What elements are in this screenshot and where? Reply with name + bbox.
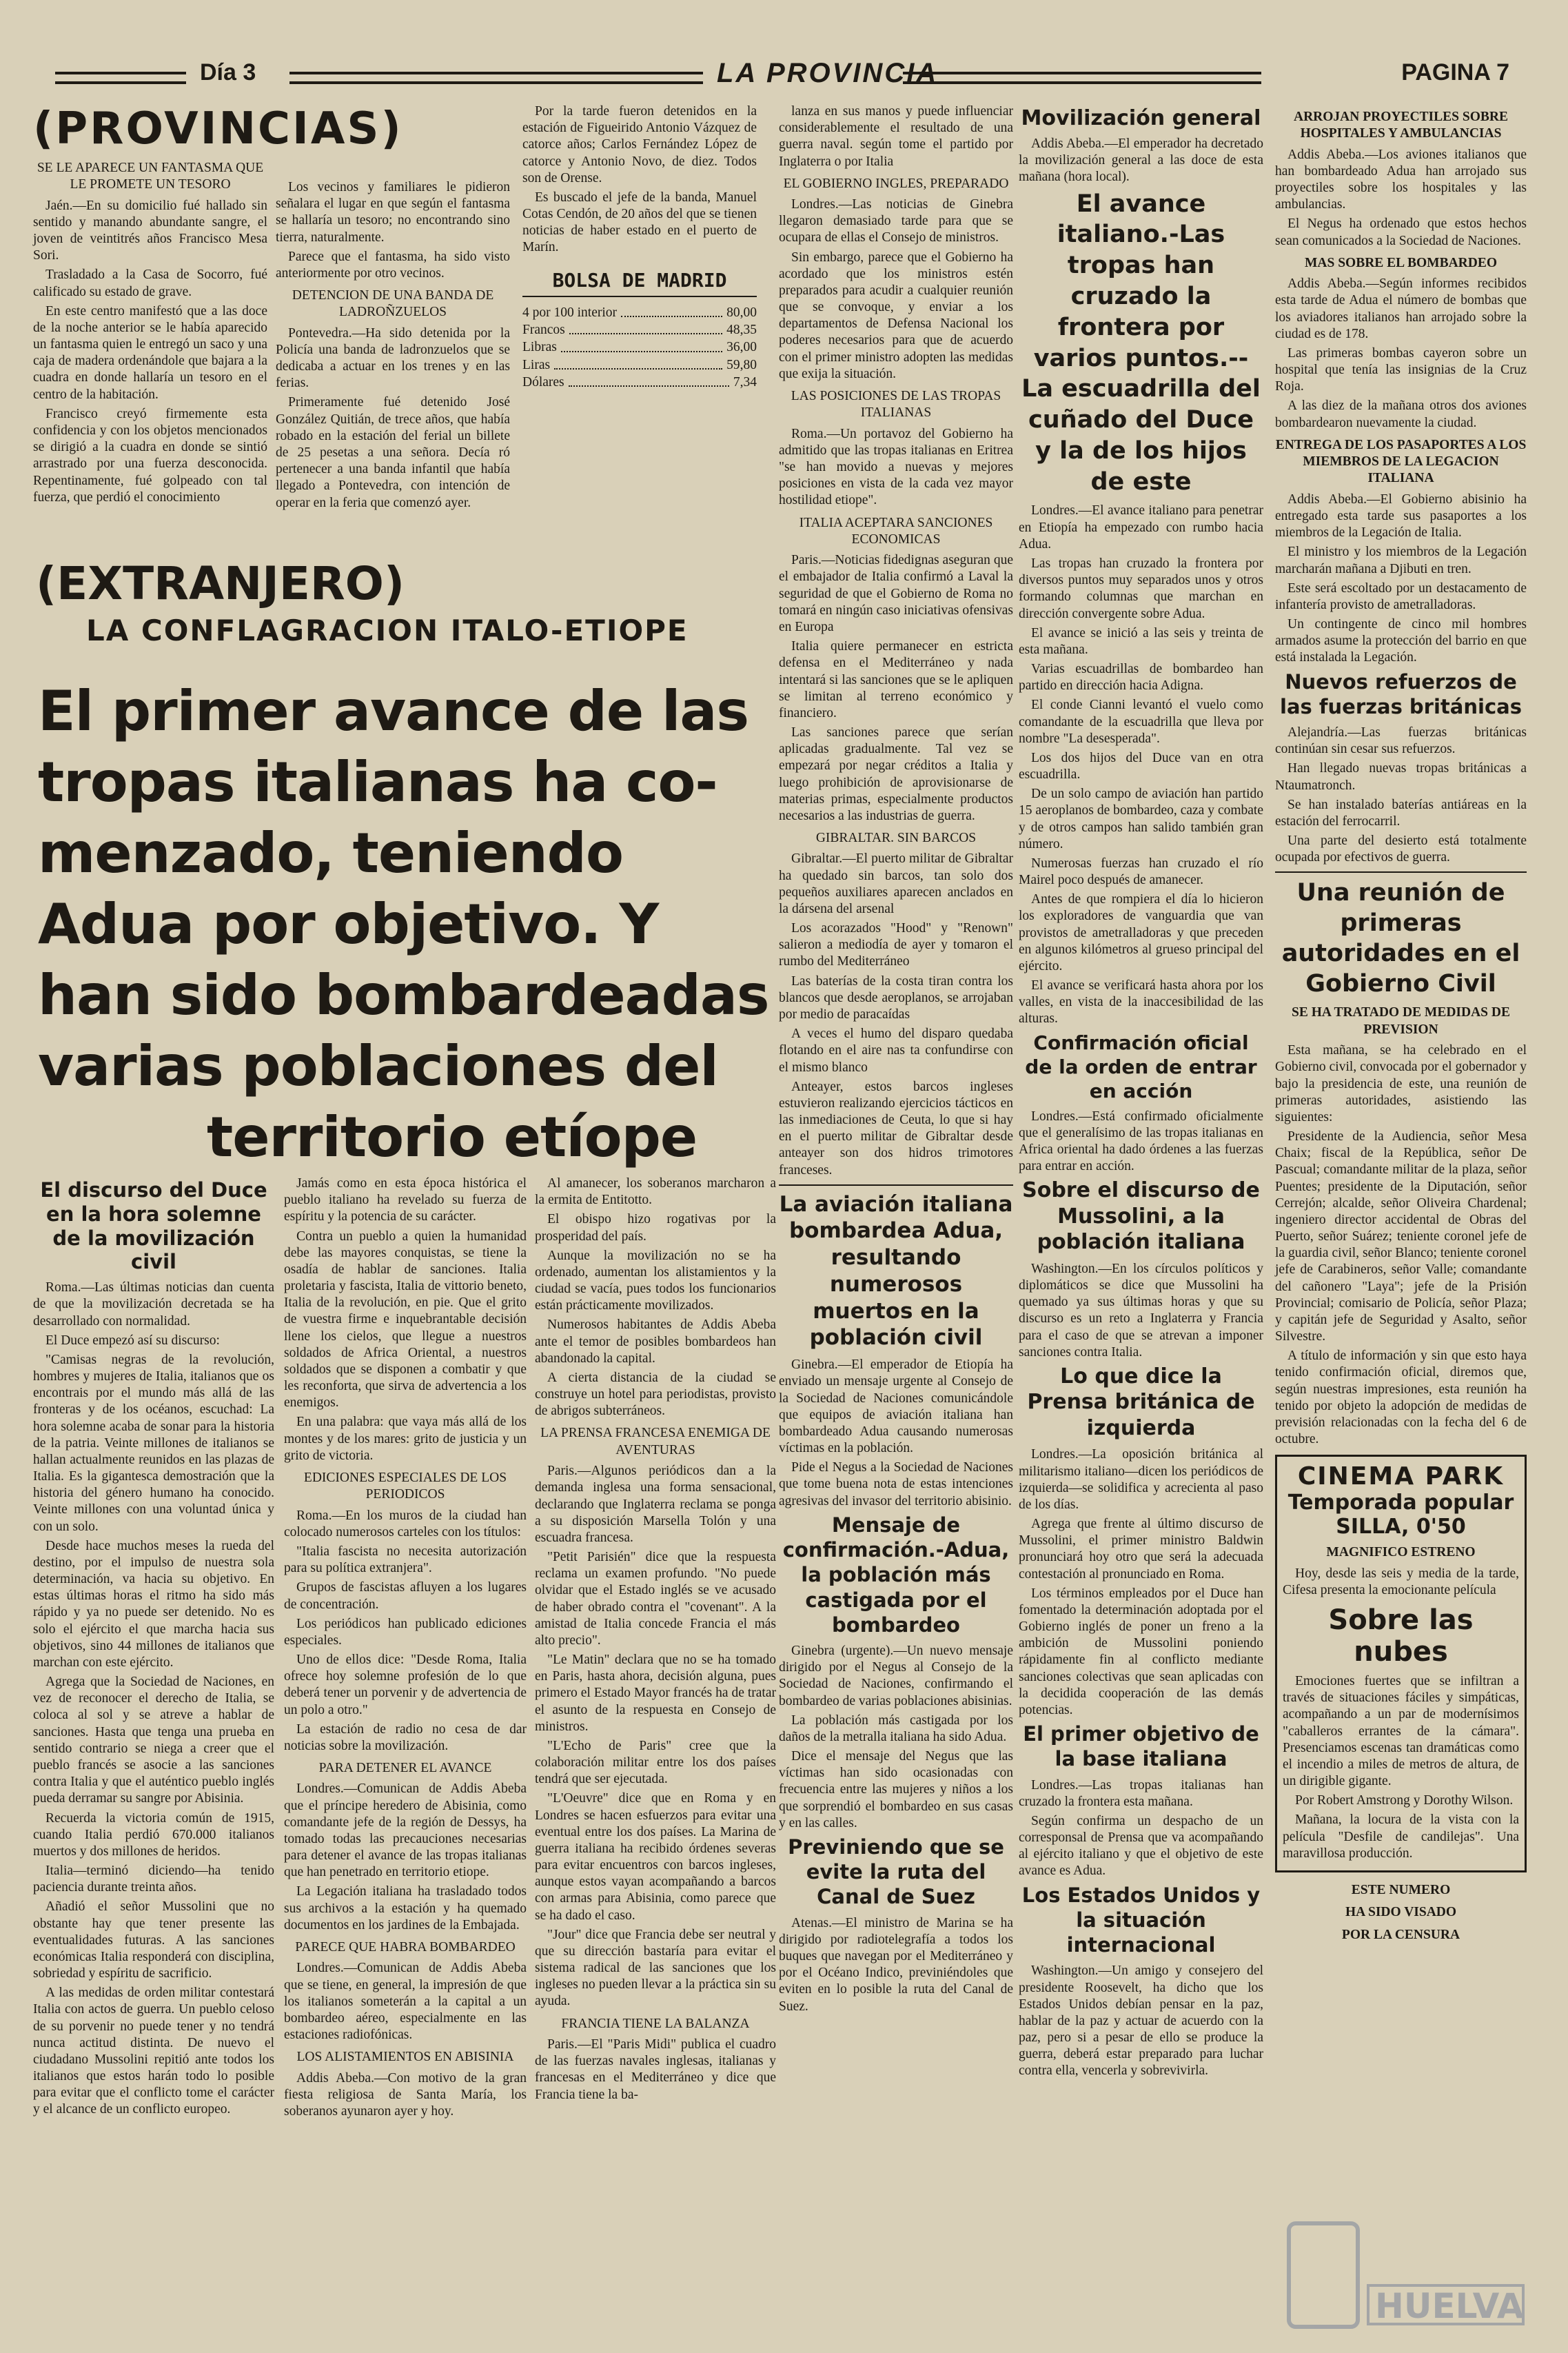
story-headline: PARA DETENER EL AVANCE xyxy=(318,1761,492,1776)
cinema-name: CINEMA PARK xyxy=(1297,1462,1505,1491)
story-headline: Movilización general xyxy=(1021,106,1261,130)
paragraph: "L'Echo de Paris" cree que la colaboración militar entre los dos países tendrá que ser ejecutada. xyxy=(535,1738,776,1787)
paragraph: Numerosas fuerzas han cruzado el río Mairel poco después de amanecer. xyxy=(1019,856,1263,888)
story-headline: Una reunión de primeras autoridades en el Gobierno Civil xyxy=(1281,879,1520,998)
paragraph: Londres.—Comunican de Addis Abeba que se tiene, en general, la impresión de que los italianos someterán a la capital a un bombardeo aéreo, especialmente en las estaciones radiofónicas. xyxy=(284,1961,527,2043)
paragraph: Esta mañana, se ha celebrado en el Gobierno civil, convocada por el gobernador y bajo la presidencia de este, una reunión de primeras autoridades, asistiendo las siguientes: xyxy=(1275,1043,1527,1124)
story-headline: LA PRENSA FRANCESA ENEMIGA DE AVENTURAS xyxy=(540,1426,771,1457)
paragraph: El avance se inició a las seis y treinta de esta mañana. xyxy=(1019,625,1263,657)
provincias-column-3 xyxy=(522,103,757,545)
paragraph: Addis Abeba.—Los aviones italianos que han bombardeado Adua han arrojado sus proyectiles sobre los hospitales y las ambulancias. xyxy=(1275,147,1527,212)
story-subheadline: SE HA TRATADO DE MEDIDAS DE PREVISION xyxy=(1292,1005,1510,1037)
paragraph: Los acorazados "Hood" y "Renown" salieron a mediodía de ayer y tomaron el rumbo del Mediterráneo xyxy=(779,921,1013,969)
paragraph: A las medidas de orden militar contestará Italia con actos de guerra. Un pueblo celoso de su porvenir no puede tener y no tendrá nunca actitud distinta. De nuevo el ciudadano Mussolini repitió ante todos los italianos que estos harán todo lo posible para evitar que el conflicto tome el carácter y el alcance de un conflicto europeo. xyxy=(33,1986,274,2117)
conflagracion-subheading: LA CONFLAGRACION ITALO-ETIOPE xyxy=(86,614,689,647)
masthead-day: Día 3 xyxy=(200,59,256,85)
story-headline: Sobre el discurso de Mussolini, a la población italiana xyxy=(1022,1178,1260,1255)
paragraph: Se han instalado baterías antiáreas en la estación del ferrocarril. xyxy=(1275,797,1527,829)
paragraph: Uno de ellos dice: "Desde Roma, Italia ofrece hoy solemne profesión de lo que deberá tener un porvenir y de advertencia de un polo a otro." xyxy=(284,1653,527,1717)
paragraph: Anteayer, estos barcos ingleses estuvieron realizando ejercicios tácticos en las inmediaciones de Ceuta, lo que si hay en el puerto militar de Gibraltar desde anteayer son dos hidros trimotores franceses. xyxy=(779,1079,1013,1178)
paragraph: Paris.—El "Paris Midi" publica el cuadro de las fuerzas navales inglesas, italianas y francesas en el Mediterráneo y dice que Francia tiene la ba- xyxy=(535,2037,776,2102)
cinema-advert xyxy=(1275,1455,1527,1872)
masthead-title: LA PROVINCIA xyxy=(717,58,939,88)
bolsa-title: BOLSA DE MADRID xyxy=(522,269,757,297)
paragraph: Pide el Negus a la Sociedad de Naciones que tome buena nota de estas intenciones agresivas del invasor del territorio abisinio. xyxy=(779,1460,1013,1508)
paragraph: Londres.—Las noticias de Ginebra llegaron demasiado tarde para que se ocupara de ellas el Consejo de ministros. xyxy=(779,197,1013,245)
paragraph: Addis Abeba.—Según informes recibidos esta tarde de Adua el número de bombas que los aviadores italianos han arrojado sobre la ciudad es de 178. xyxy=(1275,276,1527,341)
paragraph: Jamás como en esta época histórica el pueblo italiano ha revelado su fuerza de espíritu y la potencia de su carácter. xyxy=(284,1176,527,1224)
paragraph: Contra un pueblo a quien la humanidad debe las mayores conquistas, se tiene la osadía de hablar de sanciones. Italia proletaria y fascista, Italia de vittorio beneto, Italia de la revolución, en pie. Que el grito de vuestra firme e inquebrantable decisión llene los cielos, que llegue a nuestros soldados de Africa Oriental, a nuestros soldados que se disponen a combatir y que les reconforta, que sirva de advertencia a los enemigos. xyxy=(284,1229,527,1411)
paragraph: La población más castigada por los daños de la metralla italiana ha sido Adua. xyxy=(779,1713,1013,1744)
paragraph: Italia quiere permanecer en estricta defensa en el Mediterráneo y nada intentará si las sanciones que se le apliquen se limitan al terreno económico y financiero. xyxy=(779,639,1013,720)
main-headline-line: han sido bombardeadas xyxy=(38,963,769,1027)
paragraph: A las diez de la mañana otros dos aviones bombardearon nuevamente la ciudad. xyxy=(1275,398,1527,430)
masthead-rule xyxy=(903,72,1261,84)
paragraph: Trasladado a la Casa de Socorro, fué calificado su estado de grave. xyxy=(33,267,267,299)
paragraph: "Camisas negras de la revolución, hombres y mujeres de Italia, italianos que os encontrais por el mundo más allá de las fronteras y de los océanos, escuchad: La hora solemne acaba de sonar para la historia de la patria. Veinte millones de italianos se hallan actualmente reunidos en las plazas de Italia. Es la gigantesca demostración que la historia del género humano ha conocido. Veinte millones con una voluntad única y con un solo. xyxy=(33,1352,274,1534)
column-6 xyxy=(1275,103,1527,2213)
masthead xyxy=(28,59,1537,91)
paragraph: Primeramente fué detenido José González Quitián, de trece años, que había robado en la estación del ferial un billete de 25 pesetas a una señora. Decía ró pertenecer a una banda infantil que había llegado a Pontevedra, con intención de operar en la feria que comenzó ayer. xyxy=(276,395,510,510)
section-rule xyxy=(1275,871,1527,873)
paragraph: Paris.—Algunos periódicos dan a la demanda inglesa una forma sensacional, declarando que Inglaterra reclama se ponga a su disposición Marsella Tolón y una escuadra francesa. xyxy=(535,1464,776,1545)
paragraph: Las sanciones parece que serían aplicadas gradualmente. Tal vez se empezará por negar créditos a Italia y luego prohibición de aprovisionarse de materias primas, especialmente productos necesarios a las industrias de guerra. xyxy=(779,725,1013,823)
paragraph: Ginebra (urgente).—Un nuevo mensaje dirigido por el Negus al Consejo de la Sociedad de Naciones, confirmando el bombardeo de varias poblaciones abisinias. xyxy=(779,1644,1013,1708)
paragraph: Francisco creyó firmemente esta confidencia y con los objetos mencionados se dirigió a la cuadra en donde se sintió arrastrado por una fuerza desconocida. Repentinamente, fué golpeado con tal fuerza, que perdió el conocimiento xyxy=(33,406,267,505)
main-headline-line: El primer avance de las xyxy=(38,679,749,743)
paragraph: Londres.—Comunican de Addis Abeba que el príncipe heredero de Abisinia, como comandante jefe de la región de Dessys, ha tomado todas las precauciones necesarias para detener el avance de las tropas italianas que han penetrado en territorio etiope. xyxy=(284,1781,527,1880)
story-headline: ITALIA ACEPTARA SANCIONES ECONOMICAS xyxy=(799,515,993,547)
story-headline: SE LE APARECE UN FANTASMA QUE LE PROMETE UN TESORO xyxy=(37,161,264,192)
paragraph: Parece que el fantasma, ha sido visto anteriormente por otro vecinos. xyxy=(276,249,510,281)
bolsa-label: 4 por 100 interior xyxy=(522,305,618,320)
paragraph: En una palabra: que vaya más allá de los montes y de los mares: grito de justicia y un grito de victoria. xyxy=(284,1415,527,1463)
archive-stamp-logo xyxy=(1282,2216,1530,2341)
section-rule xyxy=(779,1184,1013,1186)
paragraph: El Negus ha ordenado que estos hechos sean comunicados a la Sociedad de Naciones. xyxy=(1275,216,1527,248)
story-headline: GIBRALTAR. SIN BARCOS xyxy=(815,831,977,846)
paragraph: Gibraltar.—El puerto militar de Gibraltar ha quedado sin barcos, tan solo dos pequeños auxiliares aparecen anclados en la dársena del arsenal xyxy=(779,851,1013,916)
bolsa-row xyxy=(522,374,757,391)
paragraph: "Jour" dice que Francia debe ser neutral y que su dirección bastaría para evitar el sistema radical de las sanciones que los ingleses no pueden llevar a la práctica sin su ayuda. xyxy=(535,1927,776,2009)
story-headline: Nuevos refuerzos de las fuerzas británicas xyxy=(1280,669,1522,718)
column-5 xyxy=(1019,103,1263,2316)
paragraph: Washington.—Un amigo y consejero del presidente Roosevelt, ha dicho que los Estados Unidos debían pensar en la paz, hablar de la paz y actuar de acuerdo con la paz, pero si a pesar de ello se produce la guerra, deberá estar preparado para luchar contra ella, vencerla y sobrevivirla. xyxy=(1019,1963,1263,2079)
story-headline: EDICIONES ESPECIALES DE LOS PERIODICOS xyxy=(303,1470,507,1502)
paragraph: Emociones fuertes que se infiltran a través de situaciones fáciles y simpáticas, acompañando a un par de modernísimos "caballeros errantes de la cámara". Presenciamos escenas tan dramáticas como el incendio a miles de metros de altura, de un dirigible gigante. xyxy=(1283,1674,1519,1789)
paragraph: Londres.—Las tropas italianas han cruzado la frontera esta mañana. xyxy=(1019,1777,1263,1809)
paragraph: Varias escuadrillas de bombardeo han partido en dirección hacia Adigna. xyxy=(1019,662,1263,694)
paragraph: Roma.—Un portavoz del Gobierno ha admitido que las tropas italianas en Eritrea "se han movido a nuevas y mejores posiciones en vista de la cada vez mayor hostilidad etiope". xyxy=(779,426,1013,508)
story-headline: EL GOBIERNO INGLES, PREPARADO xyxy=(783,176,1009,191)
story-headline: ENTREGA DE LOS PASAPORTES A LOS MIEMBROS DE LA LEGACION ITALIANA xyxy=(1275,437,1527,486)
story-headline: Confirmación oficial de la orden de entrar en acción xyxy=(1025,1031,1257,1102)
cinema-season: Temporada popular xyxy=(1287,1491,1514,1515)
paragraph: En este centro manifestó que a las doce de la noche anterior se le había aparecido un fantasma quien le entregó un saco y una caja de madera ordenándole que bajara a la cuadra en donde hallaría un tesoro en el centro de la habitación. xyxy=(33,303,267,402)
paragraph: Presidente de la Audiencia, señor Mesa Chaix; fiscal de la República, señor De Pascual; comandante militar de la plaza, señor Puentes; presidente de la Diputación, señor Cerrejón; alcalde, señor Oliveira Chardenal; ingeniero director accidental de Obras del Puerto, señor Suárez; teniente coronel jefe de la guardia civil, señor Blanco; teniente coronel jefe de Carabineros, señor Valle; comandante del cañonero "Laya"; jefe de la Prisión Provincial; comisario de Policía, señor Plaza; y capitán jefe de Seguridad y Asalto, señor Silvestre. xyxy=(1275,1129,1527,1344)
paragraph: Addis Abeba.—Con motivo de la gran fiesta religiosa de Santa María, los soberanos ayunaron ayer y hoy. xyxy=(284,2070,527,2119)
bolsa-value: 7,34 xyxy=(733,374,757,390)
paragraph: Al amanecer, los soberanos marcharon a la ermita de Entitotto. xyxy=(535,1176,776,1208)
paragraph: "Petit Parisién" dice que la respuesta reclama un examen profundo. "No puede olvidar que el Estado inglés se ve acusado de haber obrado contra el "covenant". A la amistad de Italia concede Francia el más alto precio". xyxy=(535,1550,776,1648)
paragraph: El ministro y los miembros de la Legación marcharán mañana a Djibuti en tren. xyxy=(1275,545,1527,576)
paragraph: Ginebra.—El emperador de Etiopía ha enviado un mensaje urgente al Consejo de la Sociedad de Naciones comunicándole que equipos de aviación italiana han bombardeado Adua causando numerosas víctimas en la población. xyxy=(779,1357,1013,1456)
provincias-column-2 xyxy=(276,179,510,545)
bolsa-value: 48,35 xyxy=(726,322,757,337)
story-headline: PARECE QUE HABRA BOMBARDEO xyxy=(295,1940,516,1955)
duce-column xyxy=(33,1175,274,2316)
paragraph: Londres.—El avance italiano para penetrar en Etiopía ha empezado con rumbo hacia Adua. xyxy=(1019,503,1263,552)
paragraph: Antes de que rompiera el día lo hicieron los exploradores de vanguardia que van provistos de ametralladoras y que preceden en algunos kilómetros al grueso principal del ejército. xyxy=(1019,892,1263,973)
censorship-note: POR LA CENSURA xyxy=(1341,1927,1460,1942)
paragraph: La Legación italiana ha trasladado todos sus archivos a la estación y ha quemado documentos en los jardines de la Embajada. xyxy=(284,1884,527,1932)
paragraph: Una parte del desierto está totalmente ocupada por efectivos de guerra. xyxy=(1275,834,1527,865)
paragraph: Italia—terminó diciendo—ha tenido paciencia durante treinta años. xyxy=(33,1864,274,1895)
bolsa-label: Francos xyxy=(522,322,565,337)
paragraph: Este será escoltado por un destacamento de infantería provisto de ametralladoras. xyxy=(1275,580,1527,612)
paragraph: Washington.—En los círculos políticos y diplomáticos se dice que Mussolini ha quemado ya sus últimas horas y que su discurso es un reto a Inglaterra y Francia para el caso de que se atrevan a imponer sanciones contra Italia. xyxy=(1019,1261,1263,1360)
story-headline: El primer objetivo de la base italiana xyxy=(1023,1722,1259,1771)
paragraph: El conde Cianni levantó el vuelo como comandante de la escuadrilla que lleva por nombre "La desesperada". xyxy=(1019,698,1263,746)
story-headline: FRANCIA TIENE LA BALANZA xyxy=(561,2016,750,2031)
bolsa-label: Liras xyxy=(522,357,551,372)
main-headline-line: menzado, teniendo xyxy=(38,821,623,885)
paragraph: Mañana, la locura de la vista con la película "Desfile de candilejas". Una maravillosa producción. xyxy=(1283,1812,1519,1861)
paragraph: Recuerda la victoria común de 1915, cuando Italia perdió 670.000 italianos muertos y dos millones de heridos. xyxy=(33,1810,274,1859)
bolsa-row xyxy=(522,339,757,356)
bolsa-row xyxy=(522,304,757,321)
paragraph: Desde hace muchos meses la rueda del destino, por el impulso de nuestra sola determinación, va hacia su objetivo. En estas últimas horas el ritmo ha sido más rápido y ya no puede ser detenido. No es solo el ejército el que marcha hacia sus objetivos, sino 44 millones de italianos que marchan con este ejército. xyxy=(33,1538,274,1670)
paragraph: Un contingente de cinco mil hombres armados asume la protección del barrio en que está instalada la Legación. xyxy=(1275,617,1527,665)
paragraph: A cierta distancia de la ciudad se construye un hotel para periodistas, provisto de abrigos subterráneos. xyxy=(535,1370,776,1419)
story-headline: El avance italiano.-Las tropas han cruzado la frontera por varios puntos.--La escuadrilla del cuñado del Duce y la de los hijos de este xyxy=(1021,190,1261,496)
paragraph: Las primeras bombas cayeron sobre un hospital que tenía las insignias de la Cruz Roja. xyxy=(1275,345,1527,394)
main-headline-line: territorio etíope xyxy=(207,1105,698,1169)
paragraph: Han llegado nuevas tropas británicas a Ntaumatronch. xyxy=(1275,761,1527,793)
paragraph: Es buscado el jefe de la banda, Manuel Cotas Cendón, de 20 años del que se tienen noticias de haber estado en el puerto de Marín. xyxy=(522,190,757,255)
bolsa-row xyxy=(522,321,757,339)
story-headline: El discurso del Duce en la hora solemne de la movilización civil xyxy=(40,1178,267,1274)
paragraph: Los vecinos y familiares le pidieron señalara el lugar en que según el fantasma se hallaría un tesoro; no encontrando sino tierra, naturalmente. xyxy=(276,180,510,245)
story-headline: ARROJAN PROYECTILES SOBRE HOSPITALES Y AMBULANCIAS xyxy=(1294,110,1508,141)
cinema-premiere: MAGNIFICO ESTRENO xyxy=(1326,1545,1476,1560)
paragraph: Las tropas han cruzado la frontera por diversos puntos muy separados unos y otros formando columnas que marchan en dirección convergente sobre Adua. xyxy=(1019,556,1263,621)
bolsa-label: Libras xyxy=(522,340,557,355)
paragraph: El obispo hizo rogativas por la prosperidad del país. xyxy=(535,1212,776,1244)
paragraph: Aunque la movilización no se ha ordenado, aumentan los alistamientos y la ciudad se vacía, pues todos los funcionarios están prácticamente movilizados. xyxy=(535,1248,776,1313)
paragraph: Paris.—Noticias fidedignas aseguran que el embajador de Italia confirmó a Laval la seguridad de que el Gobierno de Roma no tomará en ningún caso iniciativas ofensivas en Europa xyxy=(779,553,1013,634)
paragraph: Addis Abeba.—El Gobierno abisinio ha entregado esta tarde sus pasaportes a los miembros de la Legación de Italia. xyxy=(1275,492,1527,541)
masthead-rule xyxy=(55,72,186,84)
paragraph: lanza en sus manos y puede influenciar considerablemente el resultado de una guerra naval. según tome el partido por Inglaterra o por Italia xyxy=(779,104,1013,169)
bolsa-row xyxy=(522,356,757,374)
paragraph: Jaén.—En su domicilio fué hallado sin sentido y manando abundante sangre, el joven de veintitrés años Francisco Mesa Sori. xyxy=(33,198,267,263)
story-headline: Los Estados Unidos y la situación internacional xyxy=(1021,1883,1261,1957)
censorship-note: ESTE NUMERO xyxy=(1351,1882,1451,1897)
bolsa-value: 80,00 xyxy=(726,305,757,320)
paragraph: La estación de radio no cesa de dar noticias sobre la movilización. xyxy=(284,1721,527,1753)
paragraph: Por la tarde fueron detenidos en la estación de Figueirido Antonio Vázquez de catorce años; Carlos Fernández López de catorce y Antonio Novo, de diez. Todos son de Orense. xyxy=(522,104,757,185)
column-2-bottom xyxy=(284,1175,527,2316)
masthead-rule xyxy=(289,72,703,84)
paragraph: Agrega que frente al último discurso de Mussolini, el primer ministro Baldwin pronunciará hoy otro que será la adecuada contestación al pronunciado en Roma. xyxy=(1019,1517,1263,1582)
paragraph: Sin embargo, parece que el Gobierno ha acordado que los ministros estén preparados para acudir a cualquier reunión que se convoque, y enviar a los departamentos de Defensa Nacional los poderes necesarios para que de acuerdo con el primer ministro adopten las medidas que exija la situación. xyxy=(779,250,1013,381)
main-headline-line: Adua por objetivo. Y xyxy=(38,892,659,956)
paragraph: "Le Matin" declara que no se ha tomado en Paris, hasta ahora, decisión alguna, pues primero el Estado Mayor francés ha de tratar el asunto de la respuesta en Consejo de ministros. xyxy=(535,1653,776,1734)
paragraph: Roma.—En los muros de la ciudad han colocado numerosos carteles con los títulos: xyxy=(284,1508,527,1539)
column-3-bottom xyxy=(535,1175,776,2316)
paragraph: Londres.—La oposición británica al militarismo italiano—dicen los periódicos de izquierda—se solidifica y acrecienta al paso de los días. xyxy=(1019,1447,1263,1512)
extranjero-heading: (EXTRANJERO) xyxy=(36,557,405,610)
censorship-note: HA SIDO VISADO xyxy=(1345,1905,1457,1920)
story-headline: Mensaje de confirmación.-Adua, la población más castigada por el bombardeo xyxy=(782,1513,1010,1637)
paragraph: A título de información y sin que esto haya tenido confirmación oficial, diremos que, según nuestras impresiones, esta reunión ha tenido por objeto la adopción de medidas de previsión relacionadas con la fecha del 6 de octubre. xyxy=(1275,1349,1527,1447)
svg-text:HUELVA: HUELVA xyxy=(1375,2286,1524,2326)
paragraph: Los dos hijos del Duce van en otra escuadrilla. xyxy=(1019,750,1263,782)
paragraph: El Duce empezó así su discurso: xyxy=(45,1333,220,1348)
paragraph: Grupos de fascistas afluyen a los lugares de concentración. xyxy=(284,1580,527,1612)
column-4 xyxy=(779,103,1013,2316)
story-headline: Lo que dice la Prensa británica de izquierda xyxy=(1027,1364,1255,1440)
paragraph: Según confirma un despacho de un corresponsal de Prensa que va acompañando al ejército italiano y que el objetivo de este avance es Adua. xyxy=(1019,1813,1263,1879)
story-headline: LOS ALISTAMIENTOS EN ABISINIA xyxy=(296,2050,514,2065)
cinema-feature-title: Sobre las nubes xyxy=(1328,1604,1474,1668)
bolsa-label: Dólares xyxy=(522,374,564,390)
paragraph: "Italia fascista no necesita autorización para su política extranjera". xyxy=(284,1544,527,1576)
paragraph: El avance se verificará hasta ahora por los valles, en vista de la inaccesibilidad de las alturas. xyxy=(1019,978,1263,1027)
paragraph: A veces el humo del disparo quedaba flotando en el aire nas ta confundirse con el mismo blanco xyxy=(779,1027,1013,1075)
paragraph: Atenas.—El ministro de Marina se ha dirigido por radiotelegrafía a todos los buques que navegan por el Mediterráneo y por el Océano Indico, previniéndoles que eviten en lo posible la ruta del Canal de Suez. xyxy=(779,1915,1013,2014)
main-headline-line: tropas italianas ha co- xyxy=(38,750,717,814)
provincias-heading: (PROVINCIAS) xyxy=(33,103,403,154)
paragraph: Añadió el señor Mussolini que no obstante hay que tener presente las eventualidades futuras. A las sanciones económicas Italia responderá con disciplina, sobriedad y espíritu de sacrificio. xyxy=(33,1899,274,1981)
paragraph: Los periódicos han publicado ediciones especiales. xyxy=(284,1616,527,1648)
story-headline: La aviación italiana bombardea Adua, resultando numerosos muertos en la población civil xyxy=(779,1191,1013,1351)
story-headline: Previniendo que se evite la ruta del Canal de Suez xyxy=(788,1835,1004,1909)
paragraph: Por Robert Amstrong y Dorothy Wilson. xyxy=(1295,1793,1514,1808)
paragraph: Los términos empleados por el Duce han fomentado la determinación adoptada por el Gobierno inglés de poner un freno a la ambición de Mussolini poniendo rápidamente fin al conflicto mediante sanciones colectivas que sean aplicadas con la decidida cooperación de las demás potencias. xyxy=(1019,1586,1263,1717)
paragraph: Dice el mensaje del Negus que las víctimas han sido ocasionadas con frecuencia entre las mujeres y niños a los que sorprendió el bombardeo en sus casas y en las calles. xyxy=(779,1749,1013,1830)
masthead-page: PAGINA 7 xyxy=(1401,59,1509,85)
paragraph: Londres.—Está confirmado oficialmente que el generalísimo de las tropas italianas en Africa oriental ha dado órdenes a las fuerzas para entrar en acción. xyxy=(1019,1109,1263,1174)
paragraph: Addis Abeba.—El emperador ha decretado la movilización general a las doce de esta mañana (hora local). xyxy=(1019,137,1263,185)
paragraph: Roma.—Las últimas noticias dan cuenta de que la movilización decretada se ha desarrollado con normalidad. xyxy=(33,1280,274,1329)
paragraph: Hoy, desde las seis y media de la tarde, Cifesa presenta la emocionante película xyxy=(1283,1566,1519,1597)
bolsa-value: 59,80 xyxy=(726,357,757,372)
main-headline-line: varias poblaciones del xyxy=(38,1034,718,1098)
paragraph: Agrega que la Sociedad de Naciones, en vez de reconocer el derecho de Italia, se coloca al sol y se atreve a hablar de sanciones. Hasta que tenga una prueba en sentido contrario se niega a creer que el pueblo francés se asocie a las sanciones contra Italia y que el auténtico pueblo inglés pueda derramar su sangre por Abisinia. xyxy=(33,1675,274,1806)
paragraph: Numerosos habitantes de Addis Abeba ante el temor de posibles bombardeos han abandonado la capital. xyxy=(535,1317,776,1366)
paragraph: Pontevedra.—Ha sido detenida por la Policía una banda de ladronzuelos que se dedicaba a actuar en los trenes y en las ferias. xyxy=(276,325,510,391)
paragraph: De un solo campo de aviación han partido 15 aeroplanos de bombardeo, caza y combate y de otros campos han salido también gran número. xyxy=(1019,787,1263,851)
story-headline: DETENCION DE UNA BANDA DE LADROÑZUELOS xyxy=(292,288,494,320)
paragraph: Alejandría.—Las fuerzas británicas continúan sin cesar sus refuerzos. xyxy=(1275,725,1527,757)
paragraph: Las baterías de la costa tiran contra los blancos que desde aeroplanos, se arrojaban por medio de paracaídas xyxy=(779,973,1013,1022)
cinema-price: SILLA, 0'50 xyxy=(1336,1515,1466,1539)
story-headline: MAS SOBRE EL BOMBARDEO xyxy=(1304,255,1497,270)
story-headline: LAS POSICIONES DE LAS TROPAS ITALIANAS xyxy=(791,388,1001,421)
bolsa-value: 36,00 xyxy=(726,340,757,355)
paragraph: "L'Oeuvre" dice que en Roma y en Londres se hacen esfuerzos para evitar una eventual entre los dos países. La Marina de guerra italiana ha recibido órdenes severas para evitar encuentros con barcos ingleses, aunque estos vayan acompañando a barcos con armas para Abisinia, como parece que se ha dado el caso. xyxy=(535,1791,776,1923)
